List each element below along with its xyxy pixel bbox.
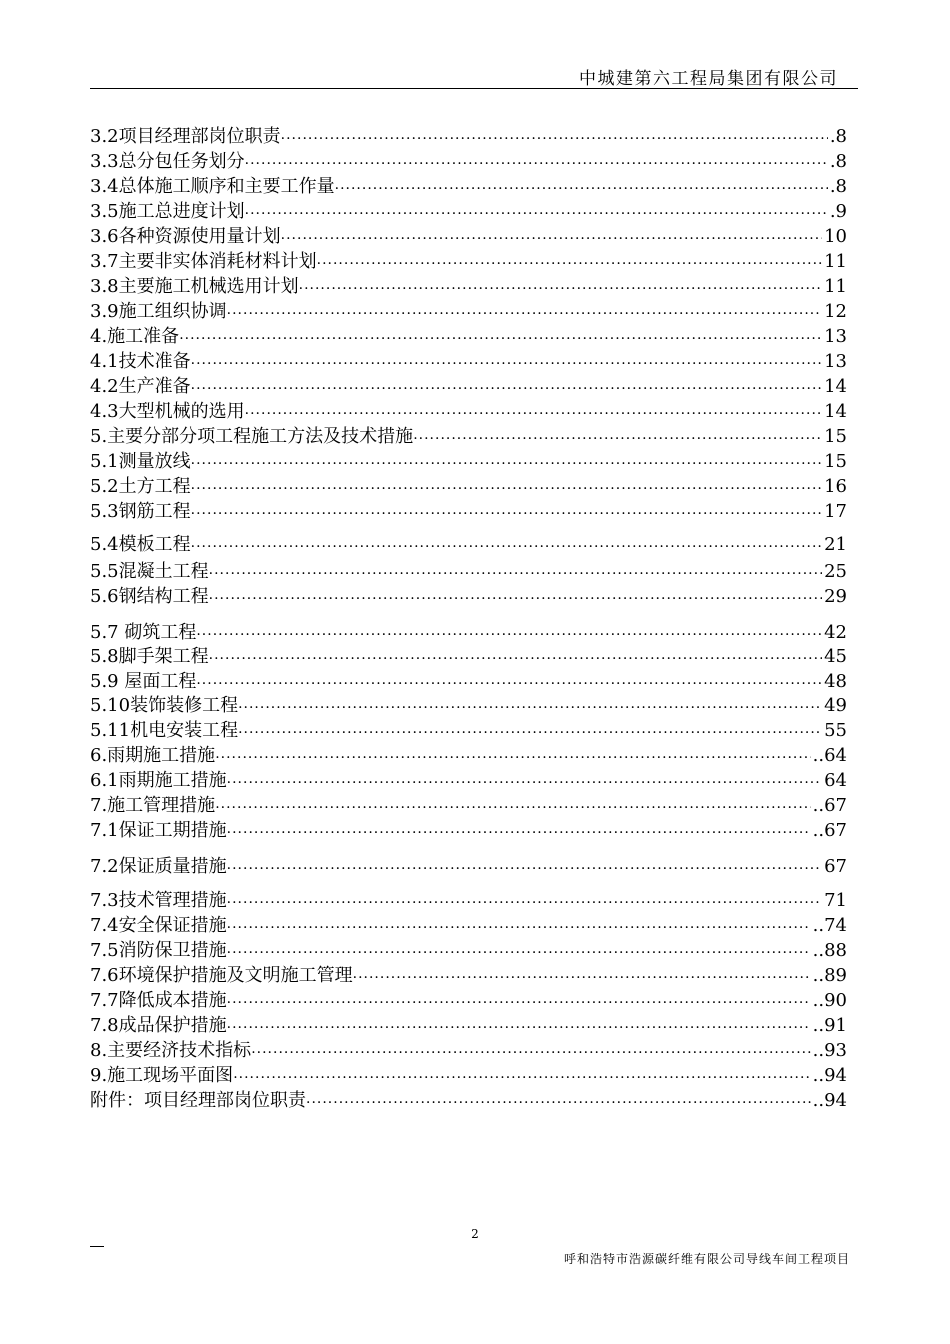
toc-leader-dots <box>191 501 822 523</box>
toc-entry[interactable] <box>90 1088 847 1112</box>
toc-entry-label: 附件：项目经理部岗位职责 <box>90 1090 306 1111</box>
toc-entry[interactable] <box>90 124 847 148</box>
toc-entry[interactable] <box>90 818 847 842</box>
toc-leader-dots <box>191 534 822 556</box>
toc-entry-label: 5.2土方工程 <box>90 476 191 497</box>
toc-entry-page: 15 <box>824 426 847 447</box>
toc-entry-label: 5.7 砌筑工程 <box>90 622 197 643</box>
toc-leader-dots <box>335 176 828 198</box>
toc-entry[interactable] <box>90 499 847 523</box>
toc-entry-page: 17 <box>824 501 847 522</box>
toc-entry-page: 25 <box>824 561 847 582</box>
toc-entry-label: 5.3钢筋工程 <box>90 501 191 522</box>
toc-entry[interactable] <box>90 374 847 398</box>
toc-entry-label: 7.4安全保证措施 <box>90 915 227 936</box>
header-company-name: 中城建第六工程局集团有限公司 <box>579 69 838 89</box>
toc-entry-label: 7.5消防保卫措施 <box>90 940 227 961</box>
toc-leader-dots <box>215 795 810 817</box>
toc-entry-page: 49 <box>824 695 847 716</box>
toc-leader-dots <box>179 326 822 348</box>
toc-entry-label: 3.5施工总进度计划 <box>90 201 245 222</box>
toc-entry[interactable] <box>90 349 847 373</box>
toc-leader-dots <box>245 401 822 423</box>
toc-entry[interactable] <box>90 1013 847 1037</box>
toc-entry[interactable] <box>90 559 847 583</box>
toc-entry-page: 11 <box>824 276 847 297</box>
toc-leader-dots <box>191 476 822 498</box>
toc-leader-dots <box>238 720 822 742</box>
toc-entry-page: ..74 <box>812 915 847 936</box>
toc-entry[interactable] <box>90 474 847 498</box>
toc-leader-dots <box>227 856 822 878</box>
toc-leader-dots <box>196 622 822 644</box>
toc-leader-dots <box>245 201 828 223</box>
toc-entry-label: 7.8成品保护措施 <box>90 1015 227 1036</box>
toc-entry-page: 13 <box>824 351 847 372</box>
toc-entry[interactable] <box>90 324 847 348</box>
toc-entry-page: .9 <box>829 201 847 222</box>
toc-entry-page: ..67 <box>812 820 847 841</box>
toc-leader-dots <box>227 301 822 323</box>
toc-entry-page: 14 <box>824 376 847 397</box>
toc-entry[interactable] <box>90 274 847 298</box>
toc-entry-label: 3.7主要非实体消耗材料计划 <box>90 251 317 272</box>
toc-entry[interactable] <box>90 449 847 473</box>
toc-leader-dots <box>317 251 822 273</box>
toc-entry-label: 5.6钢结构工程 <box>90 586 209 607</box>
toc-entry-label: 5.5混凝土工程 <box>90 561 209 582</box>
toc-entry[interactable] <box>90 1038 847 1062</box>
toc-leader-dots <box>227 890 822 912</box>
toc-leader-dots <box>209 646 822 668</box>
toc-entry-page: .8 <box>829 151 847 172</box>
toc-entry-label: 4.1技术准备 <box>90 351 191 372</box>
toc-entry-page: 16 <box>824 476 847 497</box>
toc-entry-label: 3.4总体施工顺序和主要工作量 <box>90 176 335 197</box>
toc-entry-label: 5.1测量放线 <box>90 451 191 472</box>
toc-entry[interactable] <box>90 224 847 248</box>
toc-entry-label: 3.9施工组织协调 <box>90 301 227 322</box>
footer-mark <box>90 1246 104 1247</box>
toc-leader-dots <box>209 561 822 583</box>
toc-entry-label: 3.3总分包任务划分 <box>90 151 245 172</box>
toc-entry-label: 7.7降低成本措施 <box>90 990 227 1011</box>
toc-entry[interactable] <box>90 249 847 273</box>
toc-entry[interactable] <box>90 399 847 423</box>
toc-entry[interactable] <box>90 620 847 644</box>
toc-entry[interactable] <box>90 149 847 173</box>
toc-entry[interactable] <box>90 299 847 323</box>
toc-entry-page: ..91 <box>812 1015 847 1036</box>
toc-entry-label: 6.雨期施工措施 <box>90 745 216 766</box>
toc-leader-dots <box>353 965 811 987</box>
toc-leader-dots <box>227 990 811 1012</box>
toc-entry-page: 14 <box>824 401 847 422</box>
toc-entry[interactable] <box>90 424 847 448</box>
toc-entry-page: 42 <box>824 622 847 643</box>
toc-entry[interactable] <box>90 913 847 937</box>
toc-entry-page: 10 <box>824 226 847 247</box>
toc-leader-dots <box>227 940 811 962</box>
toc-entry-page: 64 <box>824 770 847 791</box>
toc-entry-page: ..94 <box>812 1065 847 1086</box>
toc-entry[interactable] <box>90 988 847 1012</box>
toc-leader-dots <box>227 1015 811 1037</box>
toc-leader-dots <box>251 1040 810 1062</box>
toc-leader-dots <box>209 586 822 608</box>
toc-entry-page: ..88 <box>812 940 847 961</box>
toc-entry[interactable] <box>90 888 847 912</box>
toc-entry-page: 11 <box>824 251 847 272</box>
toc-entry-label: 7.3技术管理措施 <box>90 890 227 911</box>
toc-entry-label: 6.1雨期施工措施 <box>90 770 227 791</box>
toc-entry[interactable] <box>90 174 847 198</box>
toc-entry-page: ..93 <box>812 1040 847 1061</box>
toc-entry[interactable] <box>90 718 847 742</box>
toc-entry-label: 7.6环境保护措施及文明施工管理 <box>90 965 353 986</box>
toc-entry[interactable] <box>90 199 847 223</box>
header-divider <box>90 88 858 89</box>
toc-entry-page: ..64 <box>812 745 847 766</box>
toc-entry-label: 3.2项目经理部岗位职责 <box>90 126 281 147</box>
toc-entry-page: 48 <box>824 671 847 692</box>
toc-leader-dots <box>281 126 828 148</box>
toc-entry-label: 5.4模板工程 <box>90 534 191 555</box>
toc-entry[interactable] <box>90 963 847 987</box>
toc-entry[interactable] <box>90 1063 847 1087</box>
page-number: 2 <box>471 1227 479 1241</box>
toc-entry-page: .8 <box>829 176 847 197</box>
toc-entry-label: 3.6各种资源使用量计划 <box>90 226 281 247</box>
toc-leader-dots <box>191 376 822 398</box>
toc-entry-label: 5.9 屋面工程 <box>90 671 197 692</box>
toc-leader-dots <box>196 671 822 693</box>
toc-leader-dots <box>281 226 822 248</box>
toc-entry-label: 5.10装饰装修工程 <box>90 695 239 716</box>
footer-project-name: 呼和浩特市浩源碳纤维有限公司导线车间工程项目 <box>563 1252 850 1266</box>
toc-entry[interactable] <box>90 793 847 817</box>
toc-leader-dots <box>227 770 822 792</box>
toc-entry-page: 55 <box>824 720 847 741</box>
toc-leader-dots <box>227 915 811 937</box>
toc-leader-dots <box>306 1090 811 1112</box>
toc-entry-page: 15 <box>824 451 847 472</box>
toc-entry[interactable] <box>90 938 847 962</box>
toc-entry-label: 7.2保证质量措施 <box>90 856 227 877</box>
toc-entry-page: .8 <box>829 126 847 147</box>
toc-entry[interactable] <box>90 584 847 608</box>
toc-entry-page: ..90 <box>812 990 847 1011</box>
toc-entry-label: 7.1保证工期措施 <box>90 820 227 841</box>
toc-entry-label: 4.2生产准备 <box>90 376 191 397</box>
toc-entry-page: 29 <box>824 586 847 607</box>
toc-entry-label: 5.8脚手架工程 <box>90 646 209 667</box>
toc-entry-page: 67 <box>824 856 847 877</box>
toc-entry[interactable] <box>90 693 847 717</box>
toc-leader-dots <box>245 151 828 173</box>
toc-entry-label: 9.施工现场平面图 <box>90 1065 234 1086</box>
toc-entry[interactable] <box>90 532 847 556</box>
toc-entry[interactable] <box>90 854 847 878</box>
toc-entry-page: 21 <box>824 534 847 555</box>
toc-entry-page: 12 <box>824 301 847 322</box>
toc-entry[interactable] <box>90 644 847 668</box>
toc-entry-label: 4.施工准备 <box>90 326 180 347</box>
toc-leader-dots <box>238 695 822 717</box>
toc-entry-page: ..67 <box>812 795 847 816</box>
toc-entry-label: 7.施工管理措施 <box>90 795 216 816</box>
toc-entry-label: 5.11机电安装工程 <box>90 720 239 741</box>
toc-entry-label: 5.主要分部分项工程施工方法及技术措施 <box>90 426 414 447</box>
toc-entry-page: ..94 <box>812 1090 847 1111</box>
toc-leader-dots <box>191 351 822 373</box>
toc-entry-label: 4.3大型机械的选用 <box>90 401 245 422</box>
toc-entry-page: 45 <box>824 646 847 667</box>
toc-leader-dots <box>299 276 822 298</box>
toc-entry[interactable] <box>90 669 847 693</box>
toc-leader-dots <box>191 451 822 473</box>
toc-leader-dots <box>413 426 822 448</box>
toc-entry[interactable] <box>90 743 847 767</box>
toc-entry-label: 8.主要经济技术指标 <box>90 1040 252 1061</box>
toc-entry-page: ..89 <box>812 965 847 986</box>
toc-leader-dots <box>233 1065 810 1087</box>
toc-leader-dots <box>215 745 810 767</box>
toc-entry-label: 3.8主要施工机械选用计划 <box>90 276 299 297</box>
toc-entry-page: 13 <box>824 326 847 347</box>
toc-entry[interactable] <box>90 768 847 792</box>
toc-leader-dots <box>227 820 811 842</box>
toc-entry-page: 71 <box>824 890 847 911</box>
